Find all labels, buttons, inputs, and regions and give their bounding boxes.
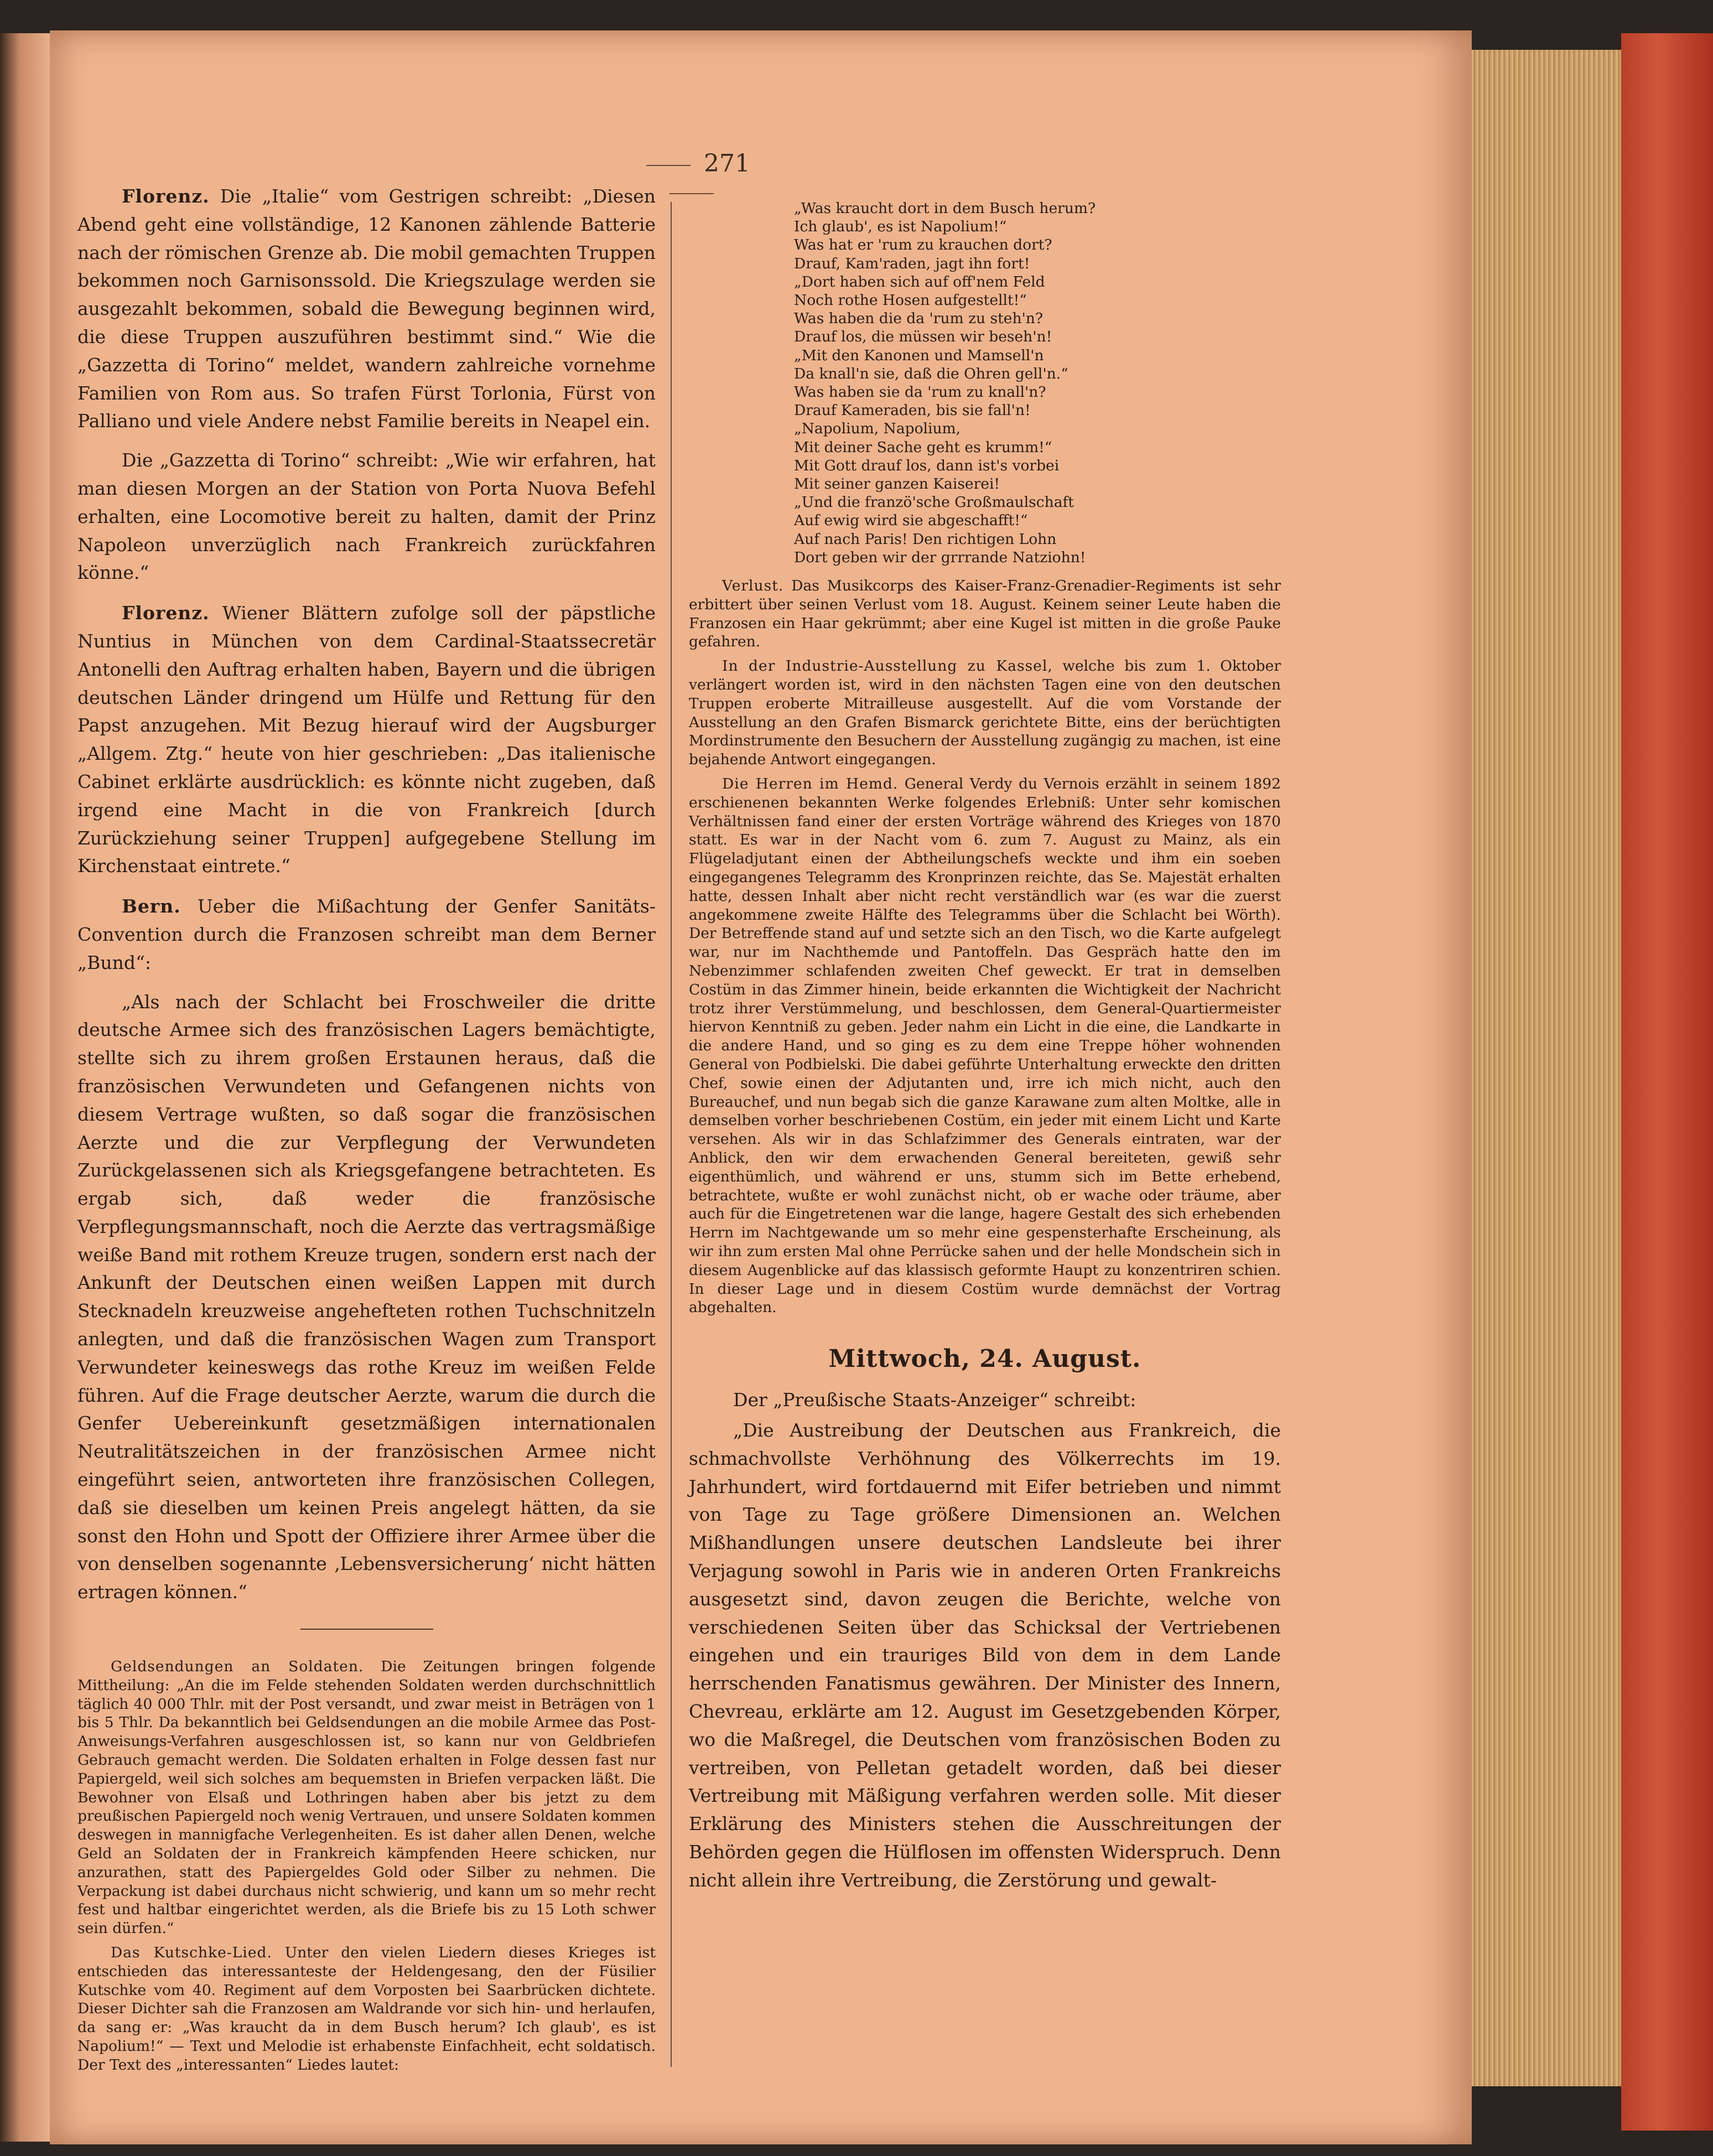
paragraph <box>689 577 1281 651</box>
poem-stanza <box>794 273 1281 346</box>
poem-line: Da knall'n sie, daß die Ohren gell'n.“ <box>794 365 1068 382</box>
poem-line: Mit seiner ganzen Kaiserei! <box>794 475 1000 493</box>
paragraph-text: Wiener Blättern zufolge soll der päpstliche Nuntius in München von dem Cardinal-Staatssecretär Antonelli den Auftrag erhalten haben, Bayern und die übrigen deutschen Länder dringend um Hülfe und Rettung für den Papst anzugehen. Mit Bezug hierauf wird der Augsburger „Allgem. Ztg.“ heute von hier geschrieben: „Das italienische Cabinet erklärte ausdrücklich: es könnte nicht zugeben, daß irgend eine Macht in die von Frankreich [durch Zurückziehung seiner Truppen] aufgegebene Stellung im Kirchenstaat eintrete.“ <box>77 602 656 877</box>
poem-stanza <box>794 419 1281 493</box>
paragraph: Der „Preußische Staats-Anzeiger“ schreibt: <box>733 1389 1136 1411</box>
poem-line: Dort geben wir der grrrande Natziohn! <box>794 548 1086 566</box>
paragraph <box>77 1943 656 2075</box>
dateline: Florenz. <box>122 185 210 207</box>
paragraph: „Die Austreibung der Deutschen aus Frankreich, die schmachvollste Verhöhnung des Völkerrechts im 19. Jahrhundert, wird fortdauernd mit Eifer betrieben und nimmt von Tage zu Tage größere Dimensionen an. Welchen Mißhandlungen unsere deutschen Landsleute bei ihrer Verjagung sowohl in Paris wie in anderen Orten Frankreichs ausgesetzt sind, davon zeugen die Berichte, welche von verschiedenen Seiten über das Schicksal der Vertriebenen eingehen und ein trauriges Bild von dem in dem Lande herrschenden Fanatismus gewähren. Der Minister des Innern, Chevreau, erklärte am 12. August im Gesetzgebenden Körper, wo die Maßregel, die Deutschen vom französischen Boden zu vertreiben, von Pelletan getadelt worden, daß bei dieser Vertreibung mit Mäßigung verfahren werden solle. Mit dieser Erklärung des Ministers stehen die Ausschreitungen der Behörden gegen die Hülflosen im offensten Widerspruch. Denn nicht allein ihre Vertreibung, die Zerstörung und gewalt- <box>689 1419 1281 1891</box>
paragraph-text: welche bis zum 1. Oktober verlängert worden ist, wird in den nächsten Tagen eine von den deutschen Truppen eroberte Mitrailleuse ausgestellt. Auf die vom Vorstande der Ausstellung an den Grafen Bismarck gerichtete Bitte, eins der berüchtigten Mordinstrumente den Besuchern der Ausstellung zugängig zu machen, ist eine bejahende Antwort eingegangen. <box>689 657 1281 769</box>
left-column <box>77 183 656 2080</box>
right-column <box>689 199 1281 1905</box>
paragraph-text: Ueber die Mißachtung der Genfer Sanitäts-Convention durch die Franzosen schreibt man dem Berner „Bund“: <box>77 895 656 973</box>
paragraph-lead: Verlust. <box>722 577 784 595</box>
paragraph <box>77 893 656 977</box>
poem-line: Was haben die da 'rum zu steh'n? <box>794 310 1044 328</box>
paragraph-lead: In der Industrie-Ausstellung zu Kassel, <box>722 657 1053 675</box>
paragraph <box>77 183 656 436</box>
paragraph-lead: Geldsendungen an Soldaten. <box>111 1658 364 1676</box>
quote-paragraph: „Als nach der Schlacht bei Froschweiler die dritte deutsche Armee sich des französischen Lagers bemächtigte, stellte sich zu ihrem großen Erstaunen heraus, daß die französischen Verwundeten und Gefangenen nichts von diesem Vertrage wußten, so daß sogar die französischen Aerzte und die zur Verpflegung der Verwundeten Zurückgelassenen sich als Kriegsgefangene betrachteten. Es ergab sich, daß weder die französische Verpflegungsmannschaft, noch die Aerzte das vertragsmäßige weiße Band mit rothem Kreuze trugen, sondern erst nach der Ankunft der Deutschen einen weißen Lappen mit durch Stecknadeln kreuzweise angehefteten rothen Tuchschnitzeln anlegten, und daß die französischen Wagen zum Transport Verwundeter keineswegs das rothe Kreuz im weißen Felde führen. Auf die Frage deutscher Aerzte, warum die durch die Genfer Uebereinkunft gesetzmäßigen internationalen Neutralitätszeichen in der französischen Armee nicht eingeführt seien, antworteten ihre französischen Collegen, daß sie dieselben um keinen Preis angelegt hätten, da sie sonst den Hohn und Spott der Offiziere ihrer Armee über die von denselben sogenannte ‚Lebensversicherung‘ nicht hätten ertragen können.“ <box>77 991 656 1603</box>
poem-line: „Was kraucht dort in dem Busch herum? <box>794 200 1096 217</box>
poem-line: „Dort haben sich auf off'nem Feld <box>794 273 1045 291</box>
poem-line: Drauf los, die müssen wir beseh'n! <box>794 328 1052 346</box>
date-heading: Mittwoch, 24. August. <box>828 1345 1141 1374</box>
poem-line: Auf ewig wird sie abgeschafft!“ <box>794 512 1028 530</box>
paragraph-lead: Die Herren im Hemd. <box>722 775 899 793</box>
poem-line: Mit deiner Sache geht es krumm!“ <box>794 438 1052 456</box>
poem-line: Drauf Kameraden, bis sie fall'n! <box>794 402 1031 419</box>
section-separator <box>300 1629 433 1630</box>
paragraph-text: Unter den vielen Liedern dieses Krieges ist entschieden das interessanteste der Heldengesang, den der Füsilier Kutschke vom 40. Regiment auf dem Vorposten bei Saarbrücken dichtete. Dieser Dichter sah die Franzosen am Waldrande vor sich hin- und herlaufen, da sang er: „Was kraucht da in dem Busch herum? Ich glaub', es ist Napolium!“ — Text und Melodie ist erhabenste Einfachheit, echt soldatisch. Der Text des „interessanten“ Liedes lautet: <box>77 1944 656 2074</box>
paragraph <box>77 599 656 880</box>
poem-stanza <box>794 346 1281 420</box>
right-small-articles <box>689 577 1281 1317</box>
poem-line: Was hat er 'rum zu krauchen dort? <box>794 236 1052 254</box>
article-florenz-2 <box>77 599 656 880</box>
dateline: Florenz. <box>122 602 210 624</box>
book-cover <box>1621 33 1713 2131</box>
poem-line: „Mit den Kanonen und Mamsell'n <box>794 346 1044 364</box>
poem-line: „Und die franzö'sche Großmaulschaft <box>794 494 1074 511</box>
article-bern <box>77 893 656 1606</box>
poem-line: Was haben sie da 'rum zu knall'n? <box>794 383 1046 401</box>
paragraph-text: General Verdy du Vernois erzählt in seinem 1892 erschienenen bekannten Werke folgendes Erlebniß: Unter sehr komischen Verhältnissen fand einer der ersten Vorträge während des Krieges von 1870 statt. Es war in der Nacht vom 6. zum 7. August zu Mainz, als ein Flügeladjutant einen der Abtheilungschefs weckte und ihm ein soeben eingegangenes Telegramm des Kronprinzen reichte, das Se. Majestät erhalten hatte, dessen Inhalt aber nicht recht verständlich war (es war die zuerst angekommene zweite Hälfte des Telegramms über die Schlacht bei Wörth). Der Betreffende stand auf und setzte sich an den Tisch, wo die Karte aufgelegt war, nur im Nachthemde und Pantoffeln. Das Gespräch hatte den im Nebenzimmer schlafenden zweiten Chef geweckt. Er trat in demselben Costüm in das Zimmer hinein, beide erkannten die Wichtigkeit der Nachricht trotz ihrer Verstümmelung, und beschlossen, dem General-Quartiermeister hiervon Kenntniß zu geben. Jeder nahm ein Licht in die eine, die Landkarte in die andere Hand, und so ging es zu dem eine Treppe höher wohnenden General von Podbielski. Die dabei geführte Unterhaltung erweckte den dritten Chef, sowie einen der Adjutanten und, irre ich mich nicht, auch den Bureauchef, und nun begab sich die ganze Karawane zum alten Moltke, alle in demselben vorher beschriebenen Costüm, ein jeder mit einem Licht und Karte versehen. Als wir in das Schlafzimmer des Generals eintraten, war der Anblick, den wir dem erwachenden General bereiteten, gewiß sehr eigenthümlich, und während er uns, stumm sich im Bette erhebend, betrachtete, wußte er wohl zunächst nicht, ob er wache oder träume, aber auch für die Eingetretenen war die lange, hagere Gestalt des sich erhebenden Herrn im Nachtgewande um so mehr eine gespensterhafte Erscheinung, als wir ihn zum ersten Mal ohne Perrücke sahen und der helle Mondschein sich in diesem Augenblicke auf das klassisch geformte Haupt zu konzentriren schien. In dieser Lage und in diesem Costüm wurde demnächst der Vortrag abgehalten. <box>689 775 1281 1317</box>
kutschke-poem <box>794 199 1281 567</box>
paragraph <box>689 657 1281 769</box>
dateline: Bern. <box>122 895 181 918</box>
paragraph <box>689 775 1281 1317</box>
poem-line: Ich glaub', es ist Napolium!“ <box>794 218 1007 236</box>
column-rule <box>671 202 672 2067</box>
page-number: 271 <box>609 149 775 206</box>
paragraph: Die „Gazzetta di Torino“ schreibt: „Wie wir erfahren, hat man diesen Morgen an der Station von Porta Nuova Befehl erhalten, eine Locomotive bereit zu halten, damit der Prinz Napoleon unverzüglich nach Frankreich zurückfahren könne.“ <box>77 449 656 584</box>
poem-line: „Napolium, Napolium, <box>794 420 961 438</box>
poem-stanza <box>794 493 1281 567</box>
poem-stanza <box>794 199 1281 273</box>
paragraph <box>77 1657 656 1938</box>
poem-line: Drauf, Kam'raden, jagt ihn fort! <box>794 255 1030 272</box>
poem-line: Mit Gott drauf los, dann ist's vorbei <box>794 457 1060 474</box>
paragraph-text: Die Zeitungen bringen folgende Mittheilung: „An die im Felde stehenden Soldaten werden durchschnittlich täglich 40 000 Thlr. mit der Post versandt, und zwar meist in Beträgen von 1 bis 5 Thlr. Da bekanntlich bei Geldsendungen an die mobile Armee das Post-Anweisungs-Verfahren ausgeschlossen ist, so kann nur von Geldbriefen Gebrauch gemacht werden. Die Soldaten erhalten in Folge dessen fast nur Papiergeld, weil sich solches am bequemsten in Briefen verpacken läßt. Die Bewohner von Elsaß und Lothringen haben aber bis jetzt zu dem preußischen Papiergeld noch wenig Vertrauen, und unsere Soldaten kommen deswegen in mannigfache Verlegenheiten. Es ist daher allen Denen, welche Geld an Soldaten der in Frankreich kämpfenden Heere schicken, nur anzurathen, statt des Papiergeldes Gold oder Silber zu nehmen. Die Verpackung ist dabei durchaus nicht schwierig, und kann um so mehr recht fest und haltbar eingerichtet werden, als die Briefe bis zu 15 Loth schwer sein dürfen.“ <box>77 1658 656 1937</box>
poem-line: Auf nach Paris! Den richtigen Lohn <box>794 530 1057 548</box>
article-staats-anzeiger <box>689 1386 1281 1894</box>
paragraph-lead: Das Kutschke-Lied. <box>111 1944 272 1961</box>
paragraph-text: Das Musikcorps des Kaiser-Franz-Grenadier-Regiments ist sehr erbittert über seinen Verlust vom 18. August. Keinem seiner Leute haben die Franzosen ein Haar gekrümmt; aber eine Kugel ist mitten in die große Pauke gefahren. <box>689 577 1281 651</box>
article-florenz-1 <box>77 183 656 587</box>
facing-page-edge <box>0 33 50 2142</box>
paragraph-text: Die „Italie“ vom Gestrigen schreibt: „Diesen Abend geht eine vollständige, 12 Kanonen zählende Batterie nach der römischen Grenze ab. Die mobil gemachten Truppen bekommen noch Garnisonssold. Die Kriegszulage werden sie ausgezahlt bekommen, sobald die Bewegung beginnen wird, die diese Truppen auszuführen bestimmt sind.“ Wie die „Gazzetta di Torino“ meldet, wandern zahlreiche vornehme Familien von Rom aus. So trafen Fürst Torlonia, Fürst von Palliano und viele Andere nebst Familie bereits in Neapel ein. <box>77 185 656 432</box>
poem-line: Noch rothe Hosen aufgestellt!“ <box>794 292 1027 309</box>
article-geldsendungen <box>77 1657 656 2075</box>
